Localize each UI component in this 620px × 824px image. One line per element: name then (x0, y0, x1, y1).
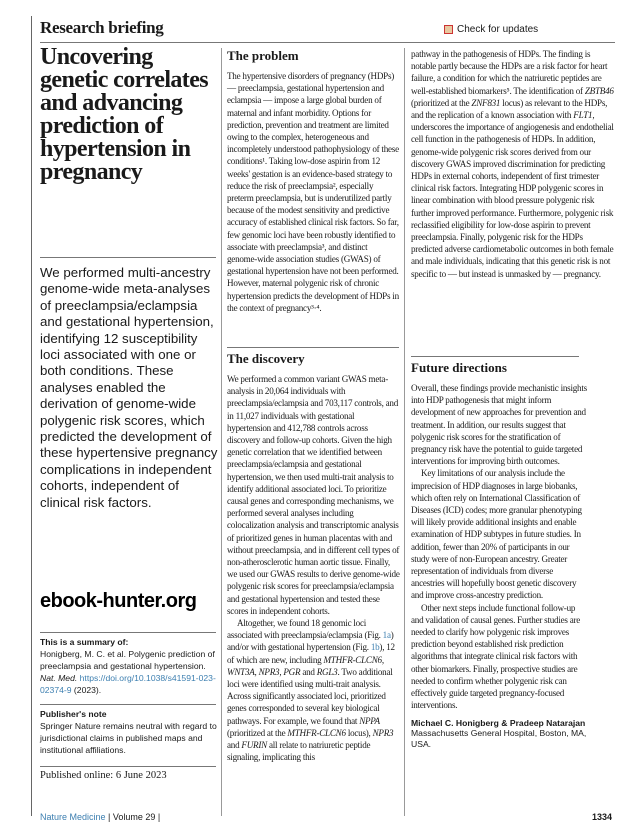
doi-link[interactable]: https://doi.org/10.1038/s41591-023-02374-9 (40, 673, 216, 695)
left-rule (31, 16, 32, 816)
affiliation: Massachusetts General Hospital, Boston, MA, USA. (411, 728, 587, 750)
problem-section (227, 48, 399, 314)
paragraph: We performed a common variant GWAS meta-analysis in 20,064 individuals with preeclampsia/eclampsia and 703,117 controls, and in 11,027 individuals with gestational hypertension and 412,788 controls across discovery and follow-up cohorts. Given the high genetic correlation that we identified between preeclampsia/eclampsia and gestational hypertension, we then used multi-trait analysis to identify additional associated loci. To prioritize causal genes and corresponding mechanisms, we performed several analyses including colocalization analysis and transcriptomic analysis of prioritized genes in human placentas with and without preeclampsia, and in different cell types of non-atherosclerotic human aortic tissue. Finally, we used our GWAS results to derive genome-wide polygenic risk scores for preeclampsia/eclampsia and gestational hypertension and tested these scores in independent cohorts. (227, 374, 400, 616)
journal-name: Nature Medicine (40, 812, 106, 822)
paragraph: Key limitations of our analysis include the imprecision of HDP diagnoses in large biobanks, which often rely on International Classification of Diseases (ICD) codes; more granular phenotyping will likely provide additional insights and enable examination of HDP subtypes in future studies. In addition, fewer than 20% of participants in our study were of non-European ancestry. Greater representation of individuals from diverse ancestries will hopefully boost genetic discovery and improve cross-ancestry prediction. (411, 468, 582, 601)
divider (40, 766, 216, 767)
publisher-note-text: Springer Nature remains neutral with regard to jurisdictional claims in published maps and institutional affiliations. (40, 721, 217, 755)
figure-link[interactable]: 1b (370, 642, 380, 653)
section-heading: Future directions (411, 360, 507, 375)
page-number: 1334 (591, 812, 612, 822)
divider (411, 356, 579, 357)
divider (227, 347, 399, 348)
section-heading: The discovery (227, 351, 305, 366)
paragraph: The hypertensive disorders of pregnancy (HDPs) — preeclampsia, gestational hypertension and eclampsia — impose a large global burden of maternal and infant morbidity. Options for prediction, prevention and treatment are limited owing to the complex, heterogeneous and incompletely understood pathophysiology of these conditions¹. Taking low-dose aspirin from 12 weeks' gestation is an evidence-based strategy to reduce the risk of preeclampsia², especially preterm preeclampsia, but is underutilized partly because of the modest sensitivity and predictive accuracy of established clinical risk factors. So far, few genomic loci have been robustly identified to associate with preeclampsia³, and distinct genome-wide association studies (GWAS) of gestational hypertension have not been performed. However, maternal polygenic risk of chronic hypertension predicts the development of HDPs in the context of pregnancy³·⁴. (227, 71, 399, 313)
publisher-note-label: Publisher's note (40, 709, 107, 719)
summary-box (40, 636, 218, 696)
citation: Honigberg, M. C. et al. Polygenic prediction of preeclampsia and gestational hypertension. (40, 649, 215, 671)
divider (40, 257, 216, 258)
future-section (411, 360, 587, 750)
check-updates-link[interactable] (444, 24, 538, 35)
divider (40, 704, 216, 705)
watermark: ebook-hunter.org (40, 590, 197, 612)
authors: Michael C. Honigberg & Pradeep Natarajan (411, 718, 586, 729)
column-rule (404, 48, 405, 816)
figure-link[interactable]: 1a (382, 630, 391, 641)
abstract: We performed multi-ancestry genome-wide meta-analyses of preeclampsia/eclampsia and gestational hypertension, identifying 12 susceptibility loci associated with one or both conditions. These analyses enabled the derivation of genome-wide polygenic risk scores, which predicted the development of these hypertensive pregnancy complications in independent cohorts, independent of clinical risk factors. (40, 265, 218, 510)
divider (40, 632, 216, 633)
discovery-continued (411, 48, 615, 280)
volume-info: | Volume 29 | (105, 812, 161, 822)
journal-abbr: Nat. Med. (40, 673, 78, 683)
paragraph: Overall, these findings provide mechanistic insights into HDP pathogenesis that might inform development of new approaches for prevention and treatment. In addition, our results suggest that polygenic risk scores for the stratification of pregnancy risk have the potential to guide targeted interventions for improving birth outcomes. (411, 383, 587, 467)
summary-label: This is a summary of: (40, 637, 129, 647)
section-heading: The problem (227, 48, 299, 63)
publisher-note (40, 708, 218, 756)
paragraph: Altogether, we found 18 genomic loci associated with preeclampsia/eclampsia (Fig. 1a) and/or with gestational hypertension (Fig. 1b), 12 of which are new, including MTHFR-CLCN6, WNT3A, NPR3, PGR and RGL3. Two additional loci were identified using multi-trait analysis. Across significantly associated loci, prioritized genes corresponded to several key biological pathways. For example, we found that NPPA (prioritized at the MTHFR-CLCN6 locus), NPR3 and FURIN all relate to natriuretic peptide signaling, implicating this (227, 618, 395, 763)
article-title: Uncovering genetic correlates and advancing prediction of hypertension in pregnancy (40, 44, 208, 185)
section-label: Research briefing (40, 18, 164, 37)
citation-year: (2023). (71, 685, 102, 695)
discovery-section (227, 351, 400, 764)
published-date: Published online: 6 June 2023 (40, 770, 167, 781)
paragraph: pathway in the pathogenesis of HDPs. The finding is notable partly because the HDPs are a risk factor for heart failure, a condition for which the natriuretic peptides are well-established biomarkers⁵. The identification of ZBTB46 (prioritized at the ZNF831 locus) as relevant to the HDPs, and the replication of a known association with FLT1, underscores the importance of angiogenesis and endothelial cell function in the pathogenesis of HDPs. In addition, genome-wide polygenic risk scores derived from our discovery GWAS improved discrimination for predicting HDPs in external cohorts, independent of first trimester clinical risk factors. Integrating HDP polygenic scores in linear combination with blood pressure polygenic risk further improved performance. Furthermore, polygenic risk reclassified eligibility for low-dose aspirin to prevent preeclampsia. Finally, polygenic risk for the HDPs predicted adverse cardiometabolic outcomes in both female and male individuals, indicating that this genetic risk is not specific to — but instead is unmasked by — pregnancy. (411, 49, 614, 279)
header-rule (40, 42, 615, 43)
check-updates-label: Check for updates (457, 24, 539, 35)
column-rule (221, 48, 222, 816)
bookmark-icon (444, 25, 453, 34)
page-footer (40, 812, 160, 822)
paragraph: Other next steps include functional follow-up and validation of causal genes. Further studies are needed to clarify how polygenic risk improves prediction beyond established risk prediction algorithms that integrate clinical risk factors with other biomarkers. Finally, prospective studies are needed to confirm whether polygenic risk can effectively guide targeted pregnancy-focused interventions. (411, 602, 581, 711)
